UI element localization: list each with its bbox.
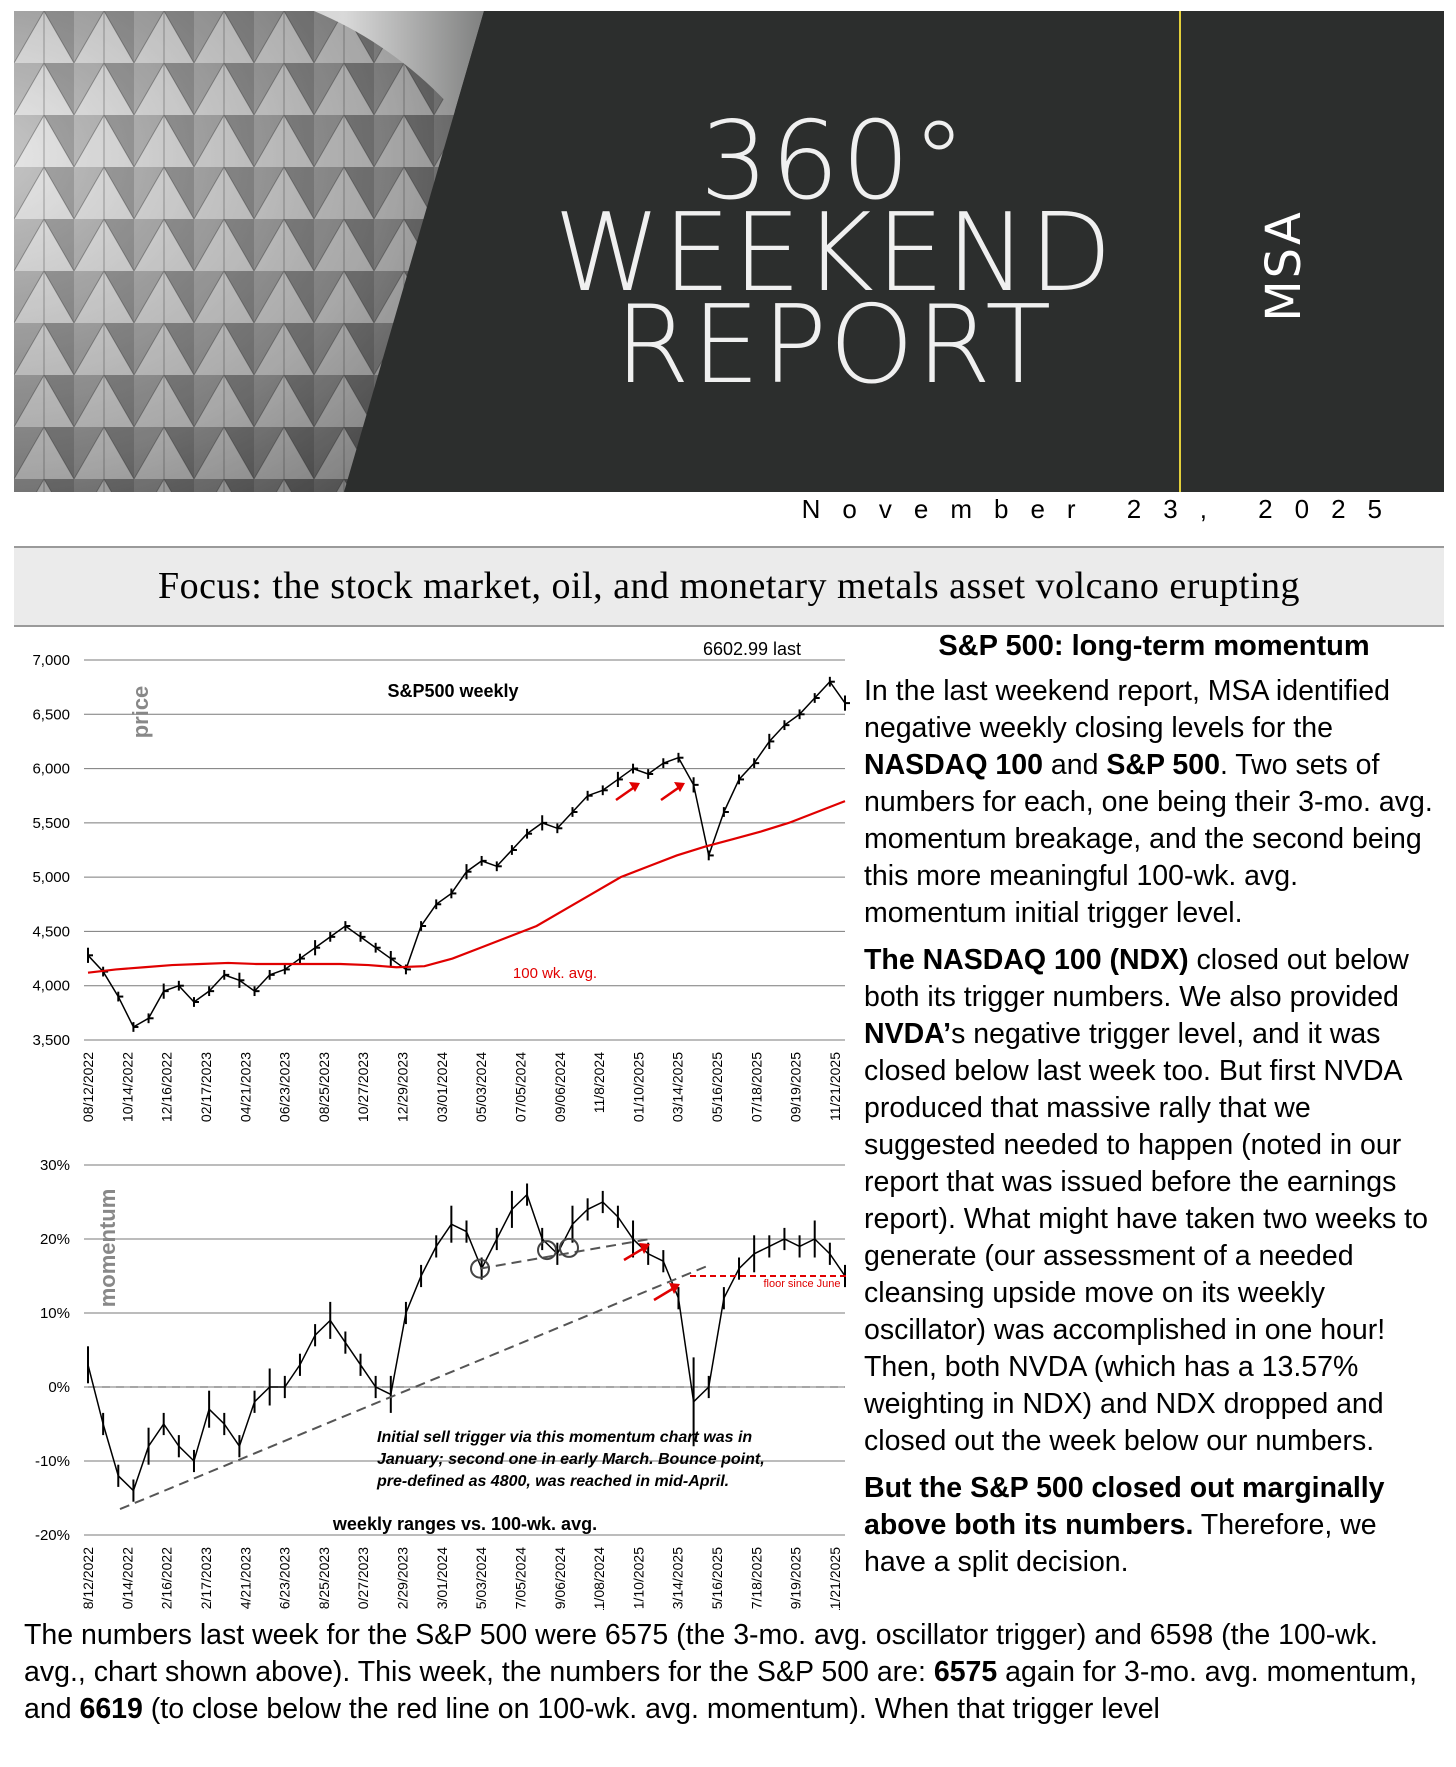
article-column bbox=[864, 630, 1444, 1591]
momentum-chart-xtick-label: 04/21/2023 bbox=[237, 1547, 254, 1610]
momentum-chart-xtick-label: 02/17/2023 bbox=[197, 1547, 214, 1610]
p2-text: closed out below both its trigger numbers. We also provided bbox=[864, 944, 1409, 1013]
momentum-chart-ytick-label: -20% bbox=[34, 1527, 70, 1544]
momentum-note-line: pre-defined as 4800, was reached in mid-April. bbox=[377, 1473, 730, 1490]
paragraph-1 bbox=[864, 673, 1444, 932]
momentum-chart-ylabel: momentum bbox=[95, 1188, 120, 1308]
momentum-chart-xtick-label: 12/29/2023 bbox=[394, 1547, 411, 1610]
price-chart-ylabel: price bbox=[128, 685, 153, 739]
title-line-3: REPORT bbox=[614, 283, 1054, 408]
price-chart-xtick-label: 03/01/2024 bbox=[433, 1052, 450, 1123]
price-chart-xtick-label: 09/06/2024 bbox=[551, 1052, 568, 1123]
momentum-chart-title: weekly ranges vs. 100-wk. avg. bbox=[332, 1514, 598, 1534]
momentum-chart-xtick-label: 11/08/2024 bbox=[591, 1547, 608, 1610]
price-chart-ytick-label: 5,000 bbox=[32, 869, 70, 887]
bottom-paragraph bbox=[24, 1617, 1444, 1728]
momentum-chart-xtick-label: 03/14/2025 bbox=[669, 1547, 686, 1610]
price-avg-label: 100 wk. avg. bbox=[512, 965, 598, 982]
bottom-bold-2: 6619 bbox=[79, 1693, 143, 1725]
momentum-note-line: Initial sell trigger via this momentum chart was in bbox=[377, 1429, 753, 1446]
price-chart-xtick-label: 10/27/2023 bbox=[355, 1052, 372, 1123]
bottom-text-a: The numbers last week for the S&P 500 were 6575 (the 3-mo. avg. oscillator trigger) and 6598 (the 100-wk. avg., chart shown above). This week, the numbers for the S&P 500 are: bbox=[24, 1619, 1378, 1688]
momentum-upper-trend-line bbox=[480, 1239, 650, 1269]
momentum-chart-xtick-label: 10/27/2023 bbox=[355, 1547, 372, 1610]
price-chart-title: S&P500 weekly bbox=[387, 681, 519, 701]
momentum-red-arrow bbox=[654, 1288, 674, 1300]
momentum-chart-ytick-label: 10% bbox=[39, 1305, 70, 1322]
momentum-chart-xtick-label: 01/10/2025 bbox=[630, 1547, 647, 1610]
momentum-chart-xtick-label: 09/19/2025 bbox=[787, 1547, 804, 1610]
price-chart-xtick-label: 05/03/2024 bbox=[473, 1052, 490, 1123]
momentum-note-line: January; second one in early March. Bounce point, bbox=[377, 1451, 765, 1468]
price-chart-ytick-label: 6,000 bbox=[32, 760, 70, 778]
momentum-chart-xtick-label: 09/06/2024 bbox=[551, 1547, 568, 1610]
paragraph-2 bbox=[864, 942, 1444, 1460]
price-series-line bbox=[88, 682, 845, 1027]
p2-bold-nvda: NVDA’ bbox=[864, 1018, 952, 1050]
header-banner bbox=[14, 11, 1444, 492]
price-chart-xtick-label: 11/8/2024 bbox=[591, 1052, 608, 1114]
charts-svg bbox=[0, 630, 860, 1610]
momentum-chart-xtick-label: 08/12/2022 bbox=[80, 1547, 96, 1610]
price-100wk-avg-line bbox=[88, 801, 845, 973]
price-chart-xtick-label: 01/10/2025 bbox=[630, 1052, 647, 1123]
p2-bold-ndx: The NASDAQ 100 (NDX) bbox=[864, 944, 1189, 976]
bottom-bold-1: 6575 bbox=[933, 1656, 998, 1688]
price-chart-ytick-label: 5,500 bbox=[32, 814, 70, 832]
p1-and: and bbox=[1042, 749, 1107, 781]
article-heading: S&P 500: long-term momentum bbox=[938, 630, 1370, 662]
momentum-chart-ytick-label: 30% bbox=[39, 1157, 70, 1174]
price-chart-ytick-label: 7,000 bbox=[32, 652, 70, 669]
p2-rest: s negative trigger level, and it was closed below last week too. But first NVDA produced that massive rally that we suggested needed to happen (noted in our report that was issued before the earnings report). What might have taken two weeks to generate (our assessment of a needed cleansing upside move on its weekly oscillator) was accomplished in one hour! Then, both NVDA (which has a 13.57% weighting in NDX) and NDX dropped and closed out the week below our numbers. bbox=[864, 1018, 1428, 1457]
price-chart-ytick-label: 3,500 bbox=[32, 1032, 70, 1049]
price-chart-xtick-label: 11/21/2025 bbox=[827, 1052, 843, 1122]
momentum-chart-ytick-label: 20% bbox=[39, 1231, 70, 1248]
price-chart-ytick-label: 4,500 bbox=[32, 923, 70, 941]
price-last-label: 6602.99 last bbox=[702, 639, 802, 659]
momentum-chart-ytick-label: -10% bbox=[34, 1453, 70, 1470]
price-chart-xtick-label: 02/17/2023 bbox=[197, 1052, 214, 1123]
paragraph-3 bbox=[864, 1470, 1444, 1581]
title-line-1: 360° bbox=[699, 99, 969, 224]
p1-text: In the last weekend report, MSA identified negative weekly closing levels for the bbox=[864, 675, 1390, 744]
momentum-chart-ytick-label: 0% bbox=[48, 1379, 70, 1396]
momentum-chart-xtick-label: 08/25/2023 bbox=[315, 1547, 332, 1610]
price-chart-ytick-label: 4,000 bbox=[32, 977, 70, 995]
bottom-text-d: (to close below the red line on 100-wk. avg. momentum). When that trigger level bbox=[142, 1693, 1160, 1725]
momentum-circle-marker bbox=[560, 1239, 578, 1257]
focus-text: Focus: the stock market, oil, and monetary metals asset volcano erupting bbox=[158, 565, 1300, 607]
price-chart-xtick-label: 06/23/2023 bbox=[276, 1052, 293, 1123]
p1-bold-sp: S&P 500 bbox=[1106, 749, 1220, 781]
momentum-chart-xtick-label: 07/05/2024 bbox=[512, 1547, 529, 1610]
p3-rest: Therefore, we have a split decision. bbox=[864, 1509, 1377, 1578]
price-chart-xtick-label: 03/14/2025 bbox=[669, 1052, 686, 1123]
price-chart-xtick-label: 12/16/2022 bbox=[158, 1052, 175, 1123]
focus-band bbox=[14, 546, 1444, 627]
momentum-chart-xtick-label: 05/16/2025 bbox=[709, 1547, 726, 1610]
price-chart-xtick-label: 10/14/2022 bbox=[119, 1052, 136, 1123]
p1-bold-nasdaq: NASDAQ 100 bbox=[864, 749, 1043, 781]
momentum-chart-xtick-label: 12/16/2022 bbox=[158, 1547, 175, 1610]
p3-bold: But the S&P 500 closed out marginally above both its numbers. bbox=[864, 1472, 1385, 1541]
price-chart-xtick-label: 07/18/2025 bbox=[748, 1052, 765, 1123]
report-title bbox=[414, 99, 1254, 408]
charts-area bbox=[0, 630, 860, 1610]
price-chart-xtick-label: 09/19/2025 bbox=[787, 1052, 804, 1123]
momentum-chart-xtick-label: 10/14/2022 bbox=[119, 1547, 136, 1610]
price-chart-xtick-label: 04/21/2023 bbox=[237, 1052, 254, 1123]
p1-rest: . Two sets of numbers for each, one being their 3-mo. avg. momentum breakage, and the second being this more meaningful 100-wk. avg. momentum initial trigger level. bbox=[864, 749, 1433, 929]
price-chart-xtick-label: 08/25/2023 bbox=[315, 1052, 332, 1123]
momentum-chart-xtick-label: 05/03/2024 bbox=[473, 1547, 490, 1610]
price-chart-xtick-label: 05/16/2025 bbox=[709, 1052, 726, 1123]
price-chart-ytick-label: 6,500 bbox=[32, 706, 70, 724]
price-chart-xtick-label: 08/12/2022 bbox=[80, 1052, 96, 1123]
price-chart-xtick-label: 12/29/2023 bbox=[394, 1052, 411, 1123]
bottom-text-c: again for 3-mo. avg. momentum, and bbox=[24, 1656, 1418, 1725]
report-date: November 23, 2025 bbox=[801, 494, 1404, 524]
momentum-chart-xtick-label: 06/23/2023 bbox=[276, 1547, 293, 1610]
brand-logo: MSA bbox=[1256, 210, 1312, 322]
accent-divider bbox=[1179, 11, 1181, 492]
momentum-chart-xtick-label: 03/01/2024 bbox=[433, 1547, 450, 1610]
momentum-chart-xtick-label: 11/21/2025 bbox=[827, 1547, 843, 1610]
price-chart-xtick-label: 07/05/2024 bbox=[512, 1052, 529, 1123]
momentum-floor-label: floor since June bbox=[763, 1278, 841, 1291]
momentum-chart-xtick-label: 07/18/2025 bbox=[748, 1547, 765, 1610]
title-line-2: WEEKEND bbox=[553, 191, 1115, 316]
